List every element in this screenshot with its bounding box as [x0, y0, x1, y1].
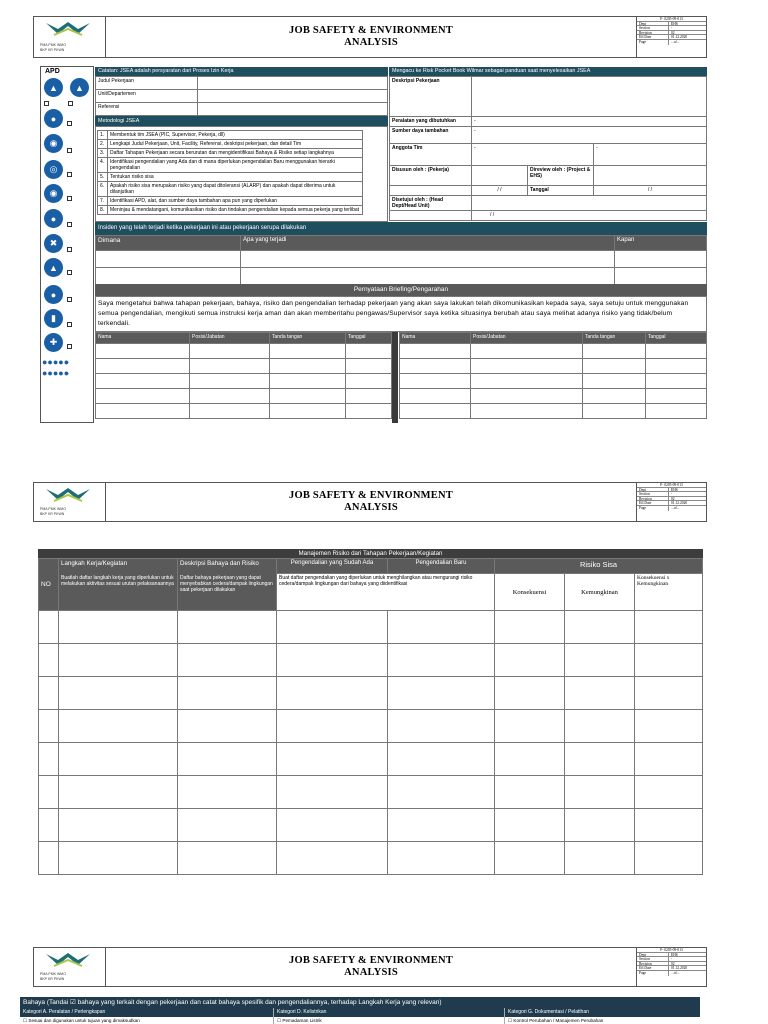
- table-row: [390, 117, 707, 127]
- table-cell[interactable]: [635, 644, 703, 677]
- table-cell: Konsekuensi x Kemungkinan: [635, 574, 703, 611]
- table-cell[interactable]: [583, 359, 646, 374]
- table-cell: [390, 211, 472, 221]
- table-row: [39, 776, 703, 809]
- doc-header: [33, 16, 707, 58]
- table-cell[interactable]: [565, 776, 635, 809]
- checkbox[interactable]: [67, 172, 72, 177]
- table-cell: NO: [39, 559, 59, 611]
- table-row: [39, 644, 703, 677]
- table-cell: Tentukan risiko sisa: [108, 173, 363, 182]
- table-cell[interactable]: [190, 389, 270, 404]
- hazard-items: ☐ Sesuai dan digunakan untuk tujuan yang dimaksudkan ☐ Pemadaman Listrik ☐ Kontrol Perubahan / Manajemen Perubahan: [20, 1017, 700, 1024]
- table-cell[interactable]: [59, 677, 178, 710]
- table-cell[interactable]: [635, 776, 703, 809]
- table-cell: Kemungkinan: [565, 574, 635, 611]
- table-cell[interactable]: [495, 809, 565, 842]
- table-row: [96, 90, 388, 103]
- meta-row: Section -: [637, 957, 706, 962]
- table-cell: Lengkapi Judul Pekerjaan, Unit, Facility, Referensi, deskripsi pekerjaan, dan detail Tim: [108, 140, 363, 149]
- table-cell[interactable]: [241, 268, 615, 285]
- table-cell[interactable]: [96, 404, 190, 419]
- table-cell[interactable]: [346, 344, 392, 359]
- page-1: [0, 0, 768, 430]
- table-cell[interactable]: [178, 842, 277, 875]
- table-cell[interactable]: [495, 677, 565, 710]
- table-cell[interactable]: [646, 359, 707, 374]
- table-row: [98, 140, 363, 149]
- table-cell: [39, 611, 59, 644]
- table-cell[interactable]: [388, 776, 495, 809]
- meta-row: Page ...of...: [639, 505, 680, 510]
- table-row: [96, 344, 392, 359]
- table-cell: Membentuk tim JSEA (PIC, Supervisor, Pekerja, dll): [108, 131, 363, 140]
- table-row: [39, 842, 703, 875]
- table-row: [98, 149, 363, 158]
- table-cell: Tanda tangan: [583, 333, 646, 344]
- table-cell: 1.: [98, 131, 108, 140]
- table-cell[interactable]: [346, 374, 392, 389]
- table-cell[interactable]: [270, 344, 346, 359]
- table-cell: [39, 776, 59, 809]
- table-cell[interactable]: [583, 374, 646, 389]
- table-row: [390, 196, 707, 211]
- table-row: [96, 236, 707, 251]
- table-cell[interactable]: [59, 743, 178, 776]
- risk-pocket-note: Mengacu ke Risk Pocket Book Wilmar sebagai panduan saat menyelesaikan JSEA: [389, 67, 707, 76]
- table-row: [96, 374, 392, 389]
- risk-table: [38, 558, 703, 875]
- table-cell[interactable]: [635, 809, 703, 842]
- table-cell[interactable]: [178, 710, 277, 743]
- table-cell[interactable]: [270, 389, 346, 404]
- table-cell[interactable]: [178, 677, 277, 710]
- table-cell[interactable]: [178, 809, 277, 842]
- table-cell[interactable]: [190, 344, 270, 359]
- table-cell[interactable]: [646, 389, 707, 404]
- table-cell: -: [472, 144, 594, 166]
- table-cell[interactable]: [277, 677, 388, 710]
- table-cell: [39, 677, 59, 710]
- table-cell[interactable]: [635, 710, 703, 743]
- table-cell: 8.: [98, 206, 108, 215]
- job-info-table: [95, 76, 388, 116]
- jsea-note: Catatan: JSEA adalah persyaratan dari Proses Izin Kerja: [95, 67, 388, 76]
- table-cell[interactable]: [59, 776, 178, 809]
- meta-row: Section -: [637, 492, 706, 497]
- mask-icon: ●: [44, 209, 63, 228]
- table-cell[interactable]: [565, 842, 635, 875]
- table-cell[interactable]: [190, 404, 270, 419]
- table-cell[interactable]: [96, 389, 190, 404]
- table-row: [400, 404, 707, 419]
- table-cell[interactable]: [96, 374, 190, 389]
- doc-meta: [636, 17, 706, 57]
- table-cell[interactable]: [270, 404, 346, 419]
- logo: PMA PMK WMO BKP KR PKWN: [34, 483, 106, 521]
- table-row: [390, 166, 707, 186]
- table-cell[interactable]: [615, 268, 707, 285]
- logo: [34, 17, 106, 57]
- table-cell[interactable]: [270, 359, 346, 374]
- table-cell[interactable]: [400, 359, 471, 374]
- incident-table: [95, 235, 707, 285]
- table-cell: Identifikasi APD, alat, dan sumber daya tambahan apa pun yang diperlukan: [108, 197, 363, 206]
- table-cell[interactable]: [495, 644, 565, 677]
- table-cell[interactable]: [565, 743, 635, 776]
- table-cell[interactable]: [346, 404, 392, 419]
- table-row: [96, 404, 392, 419]
- table-cell: [594, 166, 707, 186]
- table-cell[interactable]: [388, 710, 495, 743]
- table-cell[interactable]: [646, 404, 707, 419]
- title-block: [106, 17, 636, 57]
- input-deskripsi[interactable]: [472, 77, 707, 117]
- table-cell: 3.: [98, 149, 108, 158]
- boots-icon: ▲: [44, 78, 63, 97]
- table-cell: [472, 196, 707, 211]
- table-cell[interactable]: [388, 644, 495, 677]
- field-judul: Judul Pekerjaan: [96, 77, 198, 90]
- hazard-band: Bahaya (Tandai ☑ bahaya yang terkait dengan pekerjaan dan catat bahaya spesifik dan pengendaliannya, terhadap Langkah Kerja yang relevan): [20, 997, 700, 1008]
- table-cell[interactable]: [277, 644, 388, 677]
- sign-divider: [392, 332, 398, 423]
- checkbox[interactable]: [67, 270, 72, 275]
- table-cell[interactable]: [178, 644, 277, 677]
- checkbox[interactable]: [44, 101, 49, 106]
- table-cell[interactable]: [178, 611, 277, 644]
- table-cell[interactable]: [646, 374, 707, 389]
- table-cell: Direview oleh : (Project & EHS): [528, 166, 594, 186]
- table-cell: 2.: [98, 140, 108, 149]
- table-cell[interactable]: [565, 710, 635, 743]
- table-cell[interactable]: [277, 776, 388, 809]
- table-cell[interactable]: [59, 710, 178, 743]
- table-cell[interactable]: [646, 344, 707, 359]
- table-cell: [39, 644, 59, 677]
- table-cell: Pengendalian Baru: [388, 559, 495, 574]
- table-row: [390, 144, 707, 166]
- table-row: [400, 374, 707, 389]
- input-unit[interactable]: [198, 90, 388, 103]
- table-row: [39, 574, 703, 611]
- table-cell[interactable]: [190, 374, 270, 389]
- table-cell: Tanggal: [346, 333, 392, 344]
- table-cell[interactable]: [615, 251, 707, 268]
- table-cell: Posisi/Jabatan: [190, 333, 270, 344]
- table-cell[interactable]: [565, 809, 635, 842]
- table-cell[interactable]: [277, 842, 388, 875]
- table-cell: [39, 710, 59, 743]
- table-row: [39, 743, 703, 776]
- table-row: [98, 158, 363, 173]
- doc-header-3: PMA PMK WMO BKP KR PKWN JOB SAFETY & ENVIRONMENT ANALYSIS F- 0205-09-013 Dept EHS Section - Revision 02 Eff.Date 01.12.2020 Page ...of...: [33, 947, 707, 987]
- table-cell[interactable]: [471, 359, 583, 374]
- table-row: [96, 103, 388, 116]
- table-row: [98, 182, 363, 197]
- table-cell: Apakah risiko sisa merupakan risiko yang dapat ditoleransi (ALARP) dan apakah dapat diterima untuk dilanjutkan: [108, 182, 363, 197]
- table-cell[interactable]: [277, 611, 388, 644]
- checkbox[interactable]: [67, 222, 72, 227]
- checkbox[interactable]: [67, 322, 72, 327]
- table-cell: 5.: [98, 173, 108, 182]
- table-cell[interactable]: [277, 743, 388, 776]
- table-cell: Tanggal: [528, 186, 594, 196]
- table-cell[interactable]: [495, 776, 565, 809]
- table-row: [39, 677, 703, 710]
- table-cell[interactable]: [635, 842, 703, 875]
- table-row: [96, 359, 392, 374]
- coverall-icon: ▲: [44, 258, 63, 277]
- first-aid-icon: ✚: [44, 333, 63, 352]
- table-row: [400, 359, 707, 374]
- table-cell[interactable]: [277, 710, 388, 743]
- ear-protection-icon: ◉: [44, 184, 63, 203]
- table-cell: Identifikasi pengendalian yang Ada dan di mana diperlukan pengendalian Baru menggunakan hierarki pengendalian: [108, 158, 363, 173]
- table-cell[interactable]: [400, 374, 471, 389]
- table-cell: [472, 166, 528, 186]
- table-row: [400, 389, 707, 404]
- table-cell[interactable]: [583, 389, 646, 404]
- apd-label: APD: [45, 68, 60, 75]
- table-row: [39, 809, 703, 842]
- table-cell[interactable]: [565, 611, 635, 644]
- table-cell[interactable]: [583, 344, 646, 359]
- table-cell[interactable]: [635, 743, 703, 776]
- table-cell: Buatlah daftar langkah kerja yang diperlukan untuk melakukan aktivitas sesuai urutan pelaksanaannya: [59, 574, 178, 611]
- table-cell: Daftar Tahapan Pekerjaan secara berurutan dan mengidentifikasi Bahaya & Risiko setiap langkahnya: [108, 149, 363, 158]
- table-cell: Posisi/Jabatan: [471, 333, 583, 344]
- face-shield-icon: ◉: [44, 134, 63, 153]
- table-row: [390, 186, 707, 196]
- meta-row: Eff.Date 01.12.2020: [637, 35, 706, 40]
- table-cell: Daftar bahaya pekerjaan yang dapat menyebabkan cedera/dampak lingkungan saat pekerjaan dilakukan: [178, 574, 277, 611]
- table-cell[interactable]: [471, 344, 583, 359]
- table-cell[interactable]: [241, 251, 615, 268]
- table-cell[interactable]: [400, 404, 471, 419]
- gloves-icon: ▮: [44, 309, 63, 328]
- table-cell[interactable]: [565, 644, 635, 677]
- table-cell[interactable]: [495, 743, 565, 776]
- meta-row: Eff.Date 01.12.2020: [637, 501, 706, 506]
- table-row: [96, 77, 388, 90]
- table-cell: [39, 809, 59, 842]
- table-cell: [39, 743, 59, 776]
- meta-row: Page ...of...: [639, 39, 680, 44]
- meta-row: Dept EHS: [637, 488, 706, 493]
- table-row: [400, 333, 707, 344]
- table-cell[interactable]: [400, 344, 471, 359]
- table-cell: Pengendalian yang Sudah Ada: [277, 559, 388, 574]
- sign-table-right: [399, 332, 707, 419]
- doc-title-line1: JOB SAFETY & ENVIRONMENT: [289, 25, 453, 36]
- table-cell: / /: [472, 186, 528, 196]
- right-info-table: [389, 76, 707, 221]
- meta-row: Eff.Date 01.12.2020: [637, 966, 706, 971]
- meta-row: Revision 02: [637, 962, 706, 967]
- logo: PMA PMK WMO BKP KR PKWN: [34, 948, 106, 986]
- input-referensi[interactable]: [198, 103, 388, 116]
- table-cell: Risiko Sisa: [495, 559, 703, 574]
- table-row: [98, 206, 363, 215]
- table-row: [390, 211, 707, 221]
- table-cell: Nama: [400, 333, 471, 344]
- table-cell: Anggota Tim: [390, 144, 472, 166]
- table-cell: -: [472, 117, 707, 127]
- table-row: [39, 559, 703, 574]
- table-cell: 6.: [98, 182, 108, 197]
- table-cell[interactable]: [59, 842, 178, 875]
- table-cell: Tanggal: [646, 333, 707, 344]
- methodology-list: [97, 130, 363, 215]
- table-cell[interactable]: [495, 611, 565, 644]
- table-row: [96, 268, 707, 285]
- table-cell[interactable]: [388, 743, 495, 776]
- table-cell[interactable]: [388, 842, 495, 875]
- checkbox[interactable]: [67, 297, 72, 302]
- table-row: [400, 344, 707, 359]
- table-cell[interactable]: [59, 809, 178, 842]
- table-cell[interactable]: [400, 389, 471, 404]
- table-cell: [39, 842, 59, 875]
- table-cell[interactable]: [96, 251, 241, 268]
- respirator-icon: ●: [44, 285, 63, 304]
- doc-header-2: PMA PMK WMO BKP KR PKWN JOB SAFETY & ENVIRONMENT ANALYSIS F- 0205-09-013 Dept EHS Section - Revision 02 Eff.Date 01.12.2020 Page ...of...: [33, 482, 707, 522]
- table-cell[interactable]: [388, 809, 495, 842]
- doc-title-line2: ANALYSIS: [344, 37, 398, 48]
- table-cell[interactable]: [635, 677, 703, 710]
- logo-checks: PMA PMK WMO BKP KR PKWN: [40, 43, 66, 52]
- meta-row: Dept EHS: [637, 22, 706, 27]
- helmet-icon: ●: [44, 109, 63, 128]
- table-cell[interactable]: [346, 359, 392, 374]
- table-cell: / /: [472, 211, 707, 221]
- methodology-header: Metodologi JSEA: [95, 116, 388, 126]
- table-cell: Nama: [96, 333, 190, 344]
- sign-table-left: [95, 332, 392, 419]
- checkbox[interactable]: [67, 148, 72, 153]
- table-cell[interactable]: [59, 644, 178, 677]
- table-cell[interactable]: [388, 677, 495, 710]
- checkbox[interactable]: [67, 121, 72, 126]
- hazard-categories: Kategori A. Peralatan / Perlengkapan Kategori D. Kelistrikan Kategori G. Dokumentasi / Pelatihan: [20, 1008, 700, 1017]
- checkbox[interactable]: [68, 101, 73, 106]
- table-cell[interactable]: [277, 809, 388, 842]
- table-cell: Disetujui oleh : (Head Dept/Head Unit): [390, 196, 472, 211]
- table-row: [98, 197, 363, 206]
- table-cell[interactable]: [471, 374, 583, 389]
- table-cell[interactable]: [270, 374, 346, 389]
- table-cell[interactable]: [471, 389, 583, 404]
- table-cell: 4.: [98, 158, 108, 173]
- table-cell: Buat daftar pengendalian yang diperlukan untuk menghilangkan atau mengurangi risiko cedera/dampak lingkungan dari bahaya yang diidentifikasi: [277, 574, 495, 611]
- form-code: F- 0205-09-013: [637, 17, 706, 22]
- table-row: [98, 131, 363, 140]
- table-cell[interactable]: [346, 389, 392, 404]
- meta-row: Revision 02: [637, 31, 706, 36]
- table-row: [96, 389, 392, 404]
- table-cell: / /: [594, 186, 707, 196]
- table-row: [390, 77, 707, 117]
- briefing-header: Pernyataan Briefing/Pengarahan: [95, 284, 707, 296]
- table-cell: Meninjau & mendatangani, komunikasikan risiko dan tindakan pengendalian kepada semua pekerja yang terlibat: [108, 206, 363, 215]
- table-cell: -: [594, 144, 707, 166]
- table-cell[interactable]: [96, 359, 190, 374]
- table-cell[interactable]: [635, 611, 703, 644]
- table-cell[interactable]: [495, 710, 565, 743]
- table-cell[interactable]: [388, 611, 495, 644]
- table-cell: Apa yang terjadi: [241, 236, 615, 251]
- table-row: [98, 173, 363, 182]
- harness-icon: ✖: [44, 234, 63, 253]
- checkbox[interactable]: [67, 344, 72, 349]
- input-judul[interactable]: [198, 77, 388, 90]
- table-cell: Disusun oleh : (Pekerja): [390, 166, 472, 186]
- table-cell[interactable]: [583, 404, 646, 419]
- table-row: [96, 251, 707, 268]
- meta-row: Page ...of...: [639, 970, 680, 975]
- table-cell[interactable]: [96, 268, 241, 285]
- goggles-icon: ◎: [44, 160, 63, 179]
- table-cell[interactable]: [96, 344, 190, 359]
- table-cell: Dimana: [96, 236, 241, 251]
- table-cell: Tanda tangan: [270, 333, 346, 344]
- checkbox[interactable]: [67, 196, 72, 201]
- table-cell: Kapan: [615, 236, 707, 251]
- small-ppe-icons: ●●●●● ●●●●●: [42, 357, 70, 378]
- table-cell: Konsekuensi: [495, 574, 565, 611]
- table-row: [39, 611, 703, 644]
- field-unit: Unit/Departemen: [96, 90, 198, 103]
- table-cell[interactable]: [178, 743, 277, 776]
- checkbox[interactable]: [67, 247, 72, 252]
- meta-row: Dept EHS: [637, 953, 706, 958]
- table-cell: Sumber daya tambahan: [390, 127, 472, 144]
- table-cell[interactable]: [565, 677, 635, 710]
- table-cell[interactable]: [178, 776, 277, 809]
- boots-icon-2: ▲: [70, 78, 89, 97]
- table-cell[interactable]: [495, 842, 565, 875]
- briefing-text: Saya mengetahui bahwa tahapan pekerjaan, bahaya, risiko dan pengendalian terhadap pekerjaan yang akan saya lakukan telah dikomunikasikan kepada saya, saya setuju untuk menggunakan semua pengendalian, mengikuti semua instruksi kerja aman dan akan memberitahu pengawas/Supervisor saya ketika situasinya berubah atau saya melihat adanya risiko yang tidak/belum terkendali.: [95, 296, 707, 332]
- table-cell: Peralatan yang dibutuhkan: [390, 117, 472, 127]
- table-row: [390, 127, 707, 144]
- table-cell: [390, 186, 472, 196]
- incident-header: Insiden yang telah terjadi ketika pekerjaan ini atau pekerjaan serupa dilakukan: [95, 222, 707, 235]
- table-cell[interactable]: [190, 359, 270, 374]
- meta-row: Section -: [637, 26, 706, 31]
- table-cell: Langkah Kerja/Kegiatan: [59, 559, 178, 574]
- risk-management-band: Manajemen Risiko dari Tahapan Pekerjaan/Kegiatan: [38, 549, 703, 558]
- table-row: [96, 333, 392, 344]
- table-cell: Deskripsi Bahaya dan Risiko: [178, 559, 277, 574]
- table-cell: 7.: [98, 197, 108, 206]
- table-cell[interactable]: [471, 404, 583, 419]
- table-cell: Deskripsi Pekerjaan: [390, 77, 472, 117]
- field-referensi: Referensi: [96, 103, 198, 116]
- table-row: [39, 710, 703, 743]
- table-cell[interactable]: [59, 611, 178, 644]
- meta-row: Revision 02: [637, 497, 706, 502]
- table-cell: -: [472, 127, 707, 144]
